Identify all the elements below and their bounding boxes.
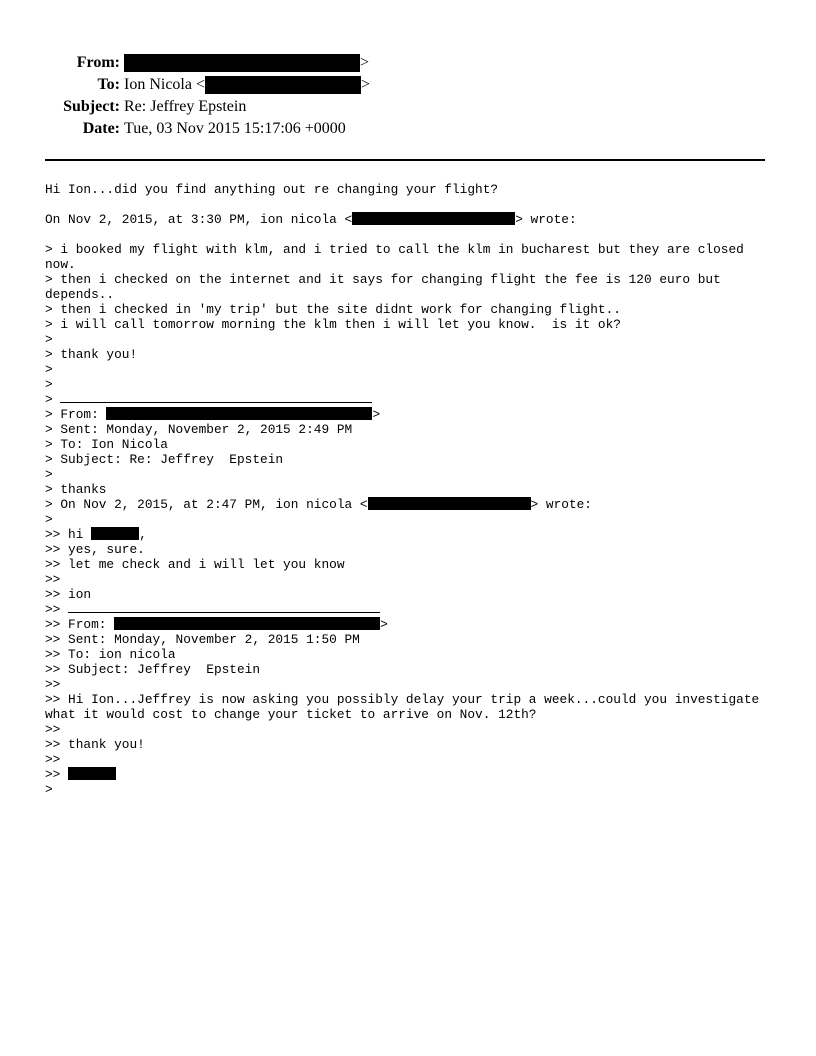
nested-quoted-line: >> bbox=[45, 677, 61, 692]
redaction-block bbox=[68, 767, 116, 780]
quoted-line: > thank you! bbox=[45, 347, 138, 362]
nested-quoted-line: >> yes, sure. bbox=[45, 542, 145, 557]
body-line bbox=[45, 197, 775, 212]
nested-quoted-line: >> To: ion nicola bbox=[45, 647, 176, 662]
nested-quoted-line: >> Hi Ion...Jeffrey is now asking you possibly delay your trip a week...could you investigate bbox=[45, 692, 760, 707]
redaction-block bbox=[106, 407, 372, 420]
nested-quoted-line: >> Sent: Monday, November 2, 2015 1:50 PM bbox=[45, 632, 360, 647]
quoted-reply-header-line: > On Nov 2, 2015, at 2:47 PM, ion nicola < > wrote: bbox=[45, 497, 592, 512]
to-label: To: bbox=[97, 76, 120, 93]
quoted-line: depends.. bbox=[45, 287, 115, 302]
subject-row bbox=[0, 96, 816, 118]
subject-label: Subject: bbox=[63, 98, 120, 115]
header-divider bbox=[45, 159, 765, 161]
email-body bbox=[45, 182, 775, 797]
quoted-line: > bbox=[45, 467, 53, 482]
quoted-line: > i will call tomorrow morning the klm then i will let you know. is it ok? bbox=[45, 317, 621, 332]
nested-from-line: >> From: > bbox=[45, 617, 388, 632]
quoted-line: > bbox=[45, 782, 53, 797]
nested-quoted-line: >> bbox=[45, 572, 61, 587]
quoted-line: > then i checked in 'my trip' but the site didnt work for changing flight.. bbox=[45, 302, 621, 317]
subject-value: Re: Jeffrey Epstein bbox=[124, 98, 247, 115]
date-label: Date: bbox=[82, 120, 120, 137]
redaction-block bbox=[205, 76, 361, 94]
nested-quoted-line: >> Subject: Jeffrey Epstein bbox=[45, 662, 261, 677]
quoted-line: > Sent: Monday, November 2, 2015 2:49 PM bbox=[45, 422, 353, 437]
quoted-line: > bbox=[45, 377, 53, 392]
redaction-block bbox=[124, 54, 360, 72]
quoted-from-line: > From: > bbox=[45, 407, 381, 422]
body-line bbox=[45, 227, 775, 242]
nested-quoted-line: >> ion bbox=[45, 587, 92, 602]
quoted-separator-line: > bbox=[45, 392, 775, 407]
body-line: Hi Ion...did you find anything out re changing your flight? bbox=[45, 182, 499, 197]
date-row bbox=[0, 118, 816, 140]
quoted-line: > Subject: Re: Jeffrey Epstein bbox=[45, 452, 284, 467]
nested-quoted-line: >> bbox=[45, 752, 61, 767]
from-value: > bbox=[124, 52, 369, 74]
from-label: From: bbox=[76, 54, 120, 71]
redaction-block bbox=[368, 497, 531, 510]
separator-underline bbox=[68, 603, 380, 613]
quoted-line: > To: Ion Nicola bbox=[45, 437, 168, 452]
quoted-line: > bbox=[45, 512, 53, 527]
date-value: Tue, 03 Nov 2015 15:17:06 +0000 bbox=[124, 120, 346, 137]
reply-header-line: On Nov 2, 2015, at 3:30 PM, ion nicola < > wrote: bbox=[45, 212, 577, 227]
nested-quoted-line: >> bbox=[45, 722, 61, 737]
nested-signature-line: >> bbox=[45, 767, 775, 782]
redaction-block bbox=[114, 617, 380, 630]
quoted-line: > bbox=[45, 332, 53, 347]
nested-quoted-line: >> thank you! bbox=[45, 737, 145, 752]
redaction-block bbox=[352, 212, 515, 225]
to-value: Ion Nicola < > bbox=[124, 76, 371, 93]
quoted-line: now. bbox=[45, 257, 76, 272]
quoted-line: > then i checked on the internet and it says for changing flight the fee is 120 euro but bbox=[45, 272, 721, 287]
from-row bbox=[0, 52, 816, 74]
nested-quoted-line: >> hi , bbox=[45, 527, 147, 542]
nested-quoted-line: what it would cost to change your ticket to arrive on Nov. 12th? bbox=[45, 707, 537, 722]
nested-separator-line: >> bbox=[45, 602, 775, 617]
to-row bbox=[0, 74, 816, 96]
redaction-block bbox=[91, 527, 139, 540]
quoted-line: > bbox=[45, 362, 53, 377]
quoted-line: > thanks bbox=[45, 482, 107, 497]
nested-quoted-line: >> let me check and i will let you know bbox=[45, 557, 345, 572]
quoted-line: > i booked my flight with klm, and i tried to call the klm in bucharest but they are closed bbox=[45, 242, 744, 257]
separator-underline bbox=[60, 393, 372, 403]
